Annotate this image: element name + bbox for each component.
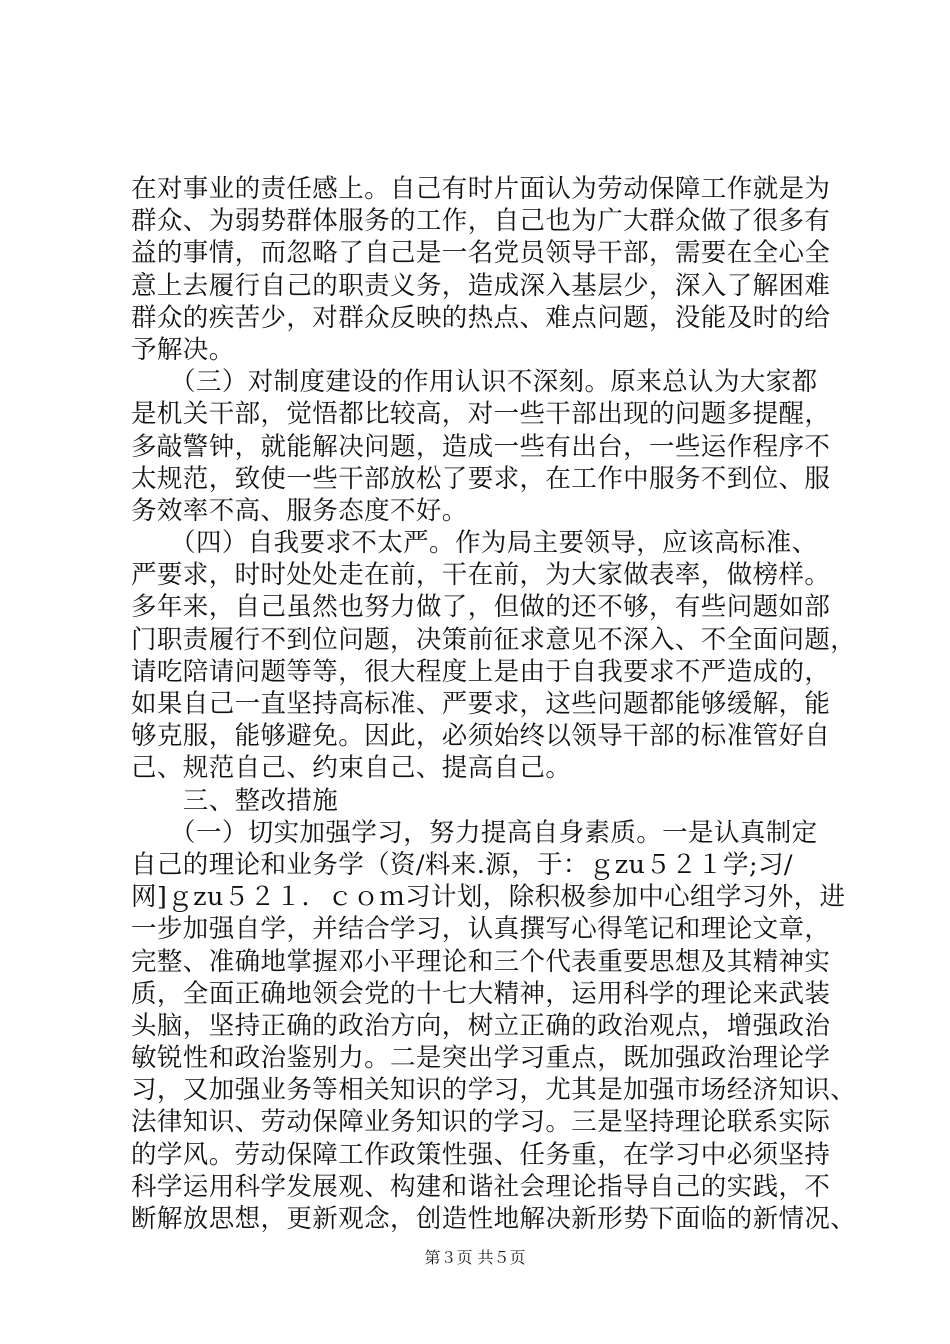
page-footer: 第３页 共５页 xyxy=(424,1248,526,1267)
text-line: 法律知识、劳动保障业务知识的学习。三是坚持理论联系实际 xyxy=(131,1107,831,1138)
text-line: 敏锐性和政治鉴别力。二是突出学习重点，既加强政治理论学 xyxy=(131,1043,831,1074)
text-line: 一步加强自学，并结合学习，认真撰写心得笔记和理论文章， xyxy=(131,914,831,945)
text-line: 己、规范自己、约束自己、提高自己。 xyxy=(131,753,572,784)
text-line: 科学运用科学发展观、构建和谐社会理论指导自己的实践，不 xyxy=(131,1171,831,1202)
text-line: （一）切实加强学习，努力提高自身素质。一是认真制定 xyxy=(131,817,818,848)
text-line: 完整、准确地掌握邓小平理论和三个代表重要思想及其精神实 xyxy=(131,946,831,977)
text-line: 多敲警钟，就能解决问题，造成一些有出台，一些运作程序不 xyxy=(131,431,831,462)
text-line: （四）自我要求不太严。作为局主要领导，应该高标准、 xyxy=(131,528,818,559)
text-line: 严要求，时时处处走在前，干在前，为大家做表率，做榜样。 xyxy=(131,560,831,591)
text-line: 请吃陪请问题等等，很大程度上是由于自我要求不严造成的， xyxy=(131,656,831,687)
text-line: 益的事情，而忽略了自己是一名党员领导干部，需要在全心全 xyxy=(131,238,831,269)
text-line: 断解放思想，更新观念，创造性地解决新形势下面临的新情况、 xyxy=(131,1204,857,1234)
text-line: 群众、为弱势群体服务的工作，自己也为广大群众做了很多有 xyxy=(131,206,831,237)
text-line: 头脑，坚持正确的政治方向，树立正确的政治观点，增强政治 xyxy=(131,1010,831,1041)
text-line: 如果自己一直坚持高标准、严要求，这些问题都能够缓解，能 xyxy=(131,689,831,719)
text-line: 在对事业的责任感上。自己有时片面认为劳动保障工作就是为 xyxy=(131,174,831,204)
text-line: 是机关干部，觉悟都比较高，对一些干部出现的问题多提醒， xyxy=(131,399,831,430)
text-line: 予解决。 xyxy=(131,334,235,365)
text-line: 门职责履行不到位问题，决策前征求意见不深入、不全面问题， xyxy=(131,624,857,655)
text-line: 网]ｇzu５２１．ｃｏｍ习计划，除积极参加中心组学习外，进 xyxy=(131,882,846,913)
text-line: 务效率不高、服务态度不好。 xyxy=(131,495,468,526)
text-line: 意上去履行自己的职责义务，造成深入基层少，深入了解困难 xyxy=(131,270,831,301)
text-line: 自己的理论和业务学（资/料来.源，于：ｇzu５２１学;习/ xyxy=(131,849,793,880)
text-line: 群众的疾苦少，对群众反映的热点、难点问题，没能及时的给 xyxy=(131,302,831,333)
body-text xyxy=(131,173,861,1235)
text-line: 够克服，能够避免。因此，必须始终以领导干部的标准管好自 xyxy=(131,721,831,752)
text-line: 多年来，自己虽然也努力做了，但做的还不够，有些问题如部 xyxy=(131,592,831,623)
text-line: 习，又加强业务等相关知识的学习，尤其是加强市场经济知识、 xyxy=(131,1075,857,1106)
text-line: 的学风。劳动保障工作政策性强、任务重，在学习中必须坚持 xyxy=(131,1139,831,1170)
text-line: 三、整改措施 xyxy=(131,785,339,816)
text-line: （三）对制度建设的作用认识不深刻。原来总认为大家都 xyxy=(131,367,818,398)
text-line: 质，全面正确地领会党的十七大精神，运用科学的理论来武装 xyxy=(131,978,831,1009)
text-line: 太规范，致使一些干部放松了要求，在工作中服务不到位、服 xyxy=(131,463,831,494)
